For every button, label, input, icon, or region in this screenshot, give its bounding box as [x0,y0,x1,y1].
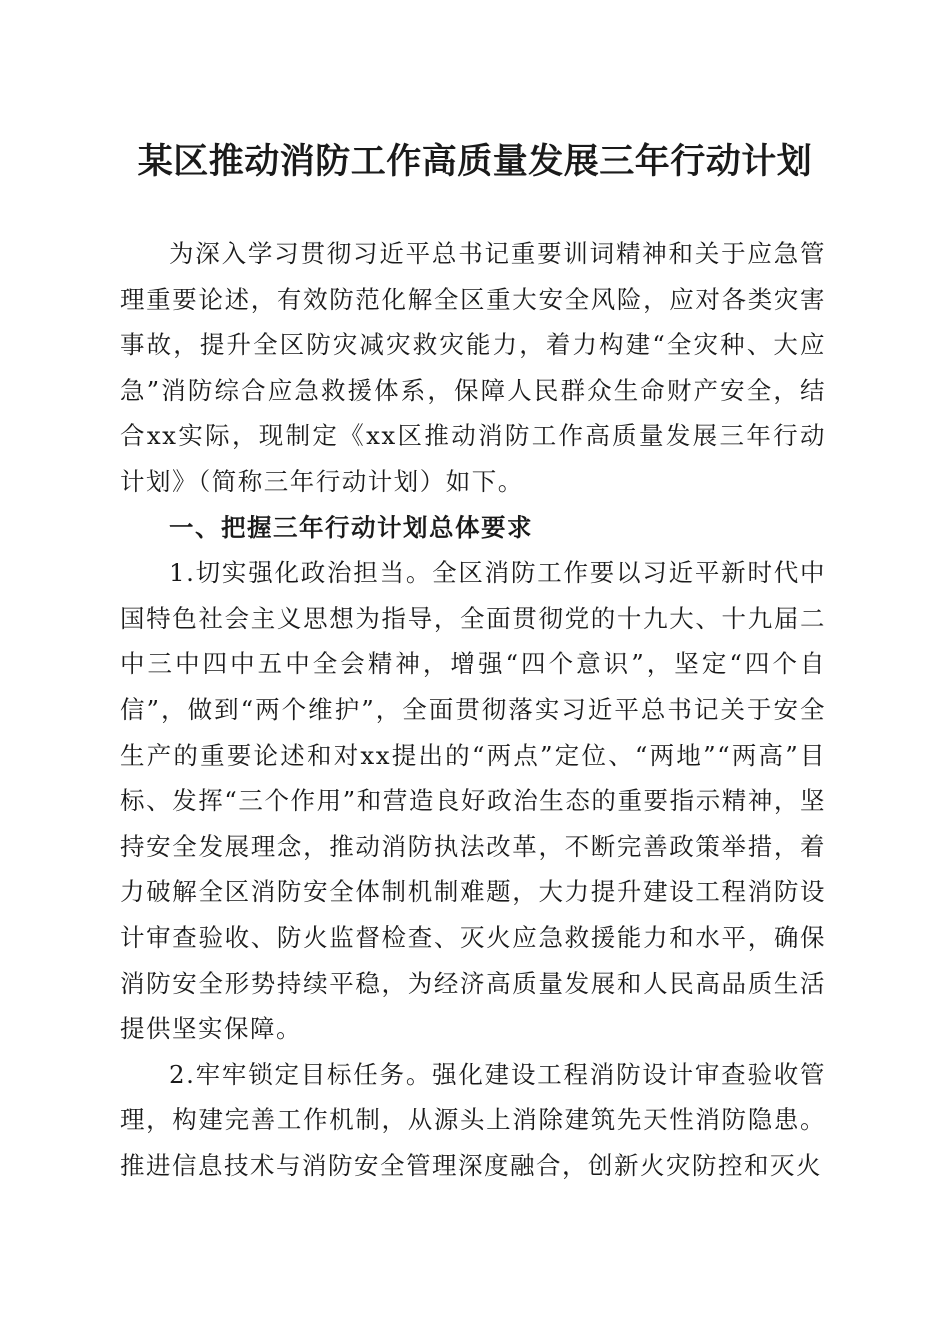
document-body [120,231,826,1188]
intro-paragraph: 为深入学习贯彻习近平总书记重要训词精神和关于应急管理重要论述，有效防范化解全区重大安全风险，应对各类灾害事故，提升全区防灾减灾救灾能力，着力构建“全灾种、大应急”消防综合应急救援体系，保障人民群众生命财产安全，结合xx实际，现制定《xx区推动消防工作高质量发展三年行动计划》（简称三年行动计划）如下。 [120,239,826,496]
document-title: 某区推动消防工作高质量发展三年行动计划 [137,141,813,182]
paragraph-item-2: 2.牢牢锁定目标任务。强化建设工程消防设计审查验收管理，构建完善工作机制，从源头上消除建筑先天性消防隐患。推进信息技术与消防安全管理深度融合，创新火灾防控和灭火 [120,1059,826,1180]
paragraph-item-1: 1.切实强化政治担当。全区消防工作要以习近平新时代中国特色社会主义思想为指导，全面贯彻党的十九大、十九届二中三中四中五中全会精神，增强“四个意识”，坚定“四个自信”，做到“两个维护”，全面贯彻落实习近平总书记关于安全生产的重要论述和对xx提出的“两点”定位、“两地”“两高”目标、发挥“三个作用”和营造良好政治生态的重要指示精神，坚持安全发展理念，推动消防执法改革，不断完善政策举措，着力破解全区消防安全体制机制难题，大力提升建设工程消防设计审查验收、防火监督检查、灭火应急救援能力和水平，确保消防安全形势持续平稳，为经济高质量发展和人民高品质生活提供坚实保障。 [120,558,826,1044]
section-heading-1: 一、把握三年行动计划总体要求 [169,512,533,542]
